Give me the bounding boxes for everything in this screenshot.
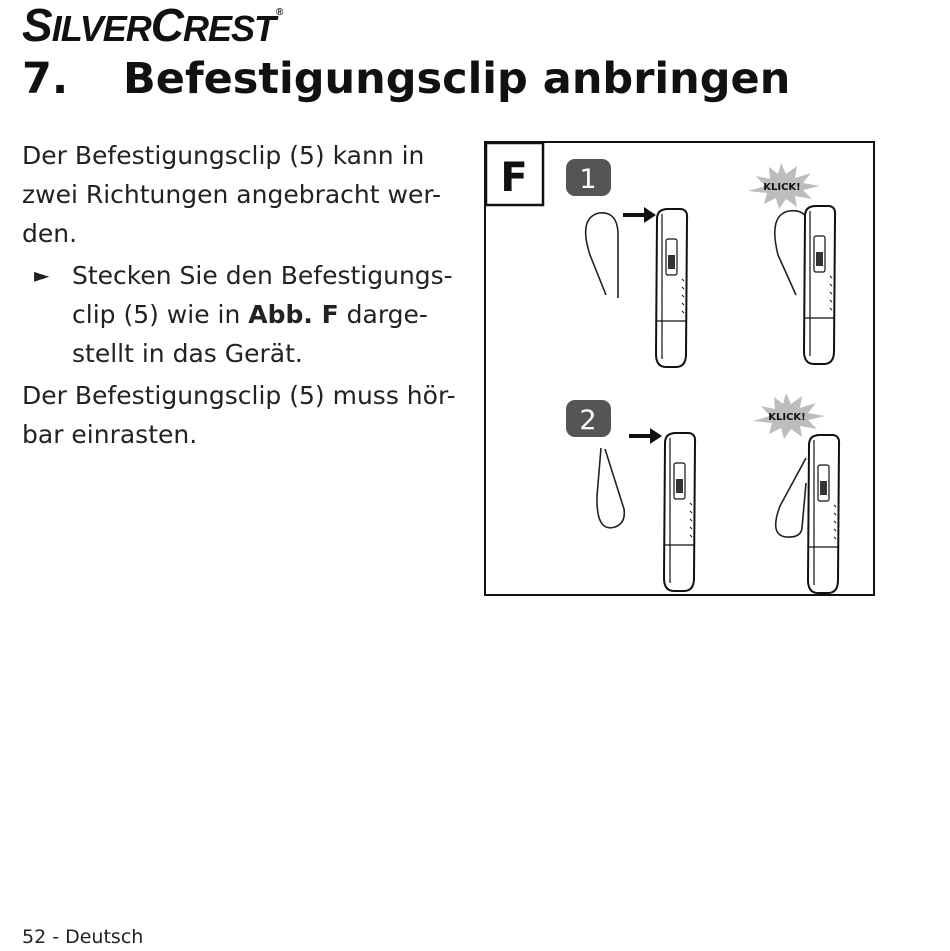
step-1-number: 1 <box>579 164 597 195</box>
page-footer: 52 - Deutsch <box>22 926 144 948</box>
figure-label: F <box>500 155 528 201</box>
clip-icon <box>775 211 808 295</box>
section-number: 7. <box>22 54 69 104</box>
clip-icon <box>776 458 806 537</box>
clip-icon <box>586 213 618 298</box>
clip-icon <box>597 448 624 528</box>
bullet-arrow-icon: ► <box>34 263 50 287</box>
device-icon <box>656 209 687 367</box>
section-title: Befestigungsclip anbringen <box>123 54 791 104</box>
instruction-bullet: ► Stecken Sie den Befestigungs- clip (5) wie in Abb. F darge- stellt in das Gerät. <box>22 256 452 373</box>
device-icon <box>804 206 835 364</box>
intro-paragraph: Der Befestigungsclip (5) kann in zwei Richtungen angebracht wer- den. <box>22 141 442 248</box>
instruction-text <box>22 136 456 454</box>
click-label-2: KLICK! <box>768 412 806 423</box>
outro-paragraph: Der Befestigungsclip (5) muss hör- bar einrasten. <box>22 381 456 449</box>
figure-reference: Abb. F <box>248 300 339 329</box>
silvercrest-logo: SILVERCREST® <box>22 0 283 51</box>
figure-f <box>484 141 875 596</box>
step-2-number: 2 <box>579 405 597 436</box>
section-heading <box>22 56 790 103</box>
device-icon <box>664 433 695 591</box>
arrow-right-icon <box>629 428 662 444</box>
arrow-right-icon <box>623 207 656 223</box>
click-label-1: KLICK! <box>763 182 801 193</box>
device-icon <box>808 435 839 593</box>
